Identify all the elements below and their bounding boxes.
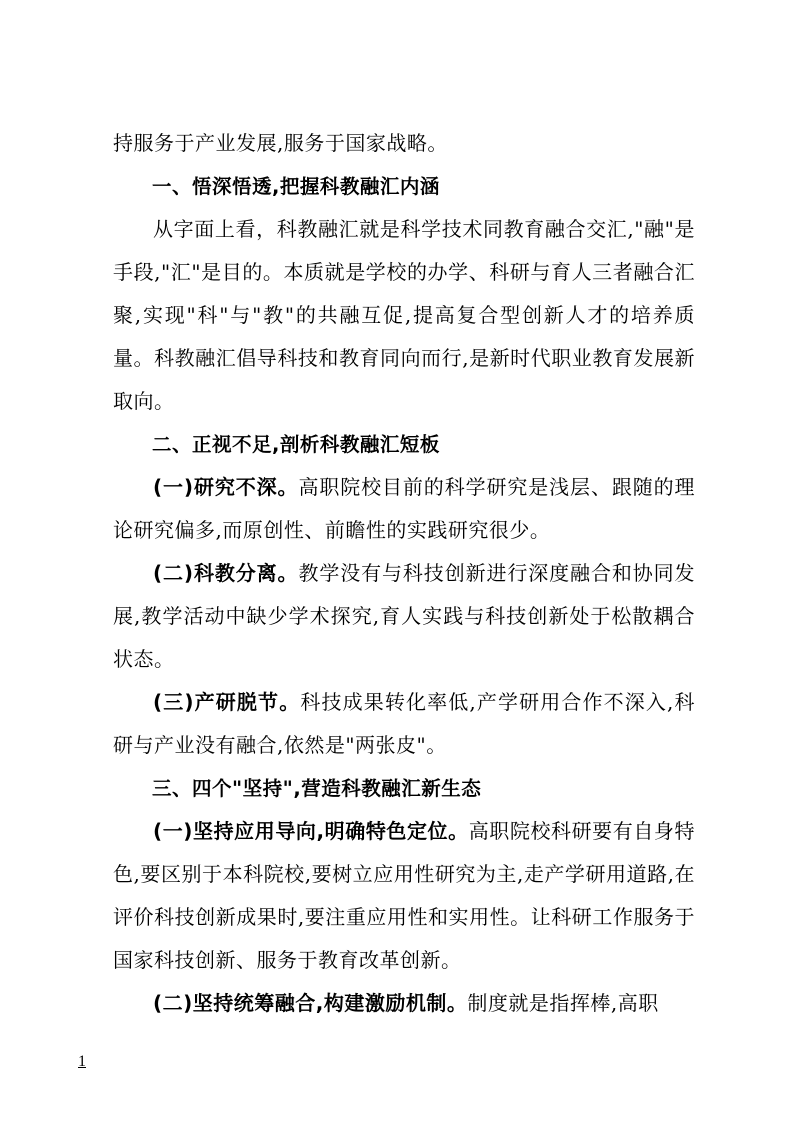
section-heading-1: 一、悟深悟透,把握科教融汇内涵	[152, 175, 440, 198]
page-number: 1	[78, 1053, 86, 1070]
paragraph-lead: (二)科教分离。	[153, 561, 299, 585]
paragraph-research	[113, 466, 695, 552]
section-heading-2: 二、正视不足,剖析科教融汇短板	[152, 433, 440, 456]
paragraph-text: 高职院校科研要有自身特色,要区别于本科院校,要树立应用性研究为主,走产学研用道路,在评价科技创新成果时,要注重应用性和实用性。让科研工作服务于国家科技创新、服务于教育改革创新。	[113, 819, 695, 972]
section-heading-3: 三、四个"坚持",营造科教融汇新生态	[152, 777, 482, 800]
paragraph-lead: (二)坚持统筹融合,构建激励机制。	[153, 991, 468, 1015]
paragraph-text: 科技成果转化率低,产学研用合作不深入,科研与产业没有融合,依然是"两张皮"。	[113, 690, 696, 757]
paragraph-lead: (三)产研脱节。	[153, 690, 301, 714]
paragraph-separation	[113, 552, 695, 681]
paragraph-definition: 从字面上看，科教融汇就是科学技术同教育融合交汇,"融"是手段,"汇"是目的。本质就是学校的办学、科研与育人三者融合汇聚,实现"科"与"教"的共融互促,提高复合型创新人才的培养质量。科教融汇倡导科技和教育同向而行,是新时代职业教育发展新取向。	[113, 217, 695, 413]
document-body	[113, 122, 695, 1025]
paragraph-disconnect	[113, 681, 695, 767]
paragraph-lead: (一)坚持应用导向,明确特色定位。	[153, 819, 469, 843]
paragraph-continued: 持服务于产业发展,服务于国家战略。	[113, 131, 448, 155]
paragraph-text: 教学没有与科技创新进行深度融合和协同发展,教学活动中缺少学术探究,育人实践与科技创新处于松散耦合状态。	[113, 561, 696, 671]
paragraph-coordination	[113, 982, 695, 1025]
paragraph-text: 高职院校目前的科学研究是浅层、跟随的理论研究偏多,而原创性、前瞻性的实践研究很少。	[113, 475, 696, 542]
paragraph-application	[113, 810, 695, 982]
paragraph-text: 制度就是指挥棒,高职	[467, 991, 659, 1015]
paragraph-lead: (一)研究不深。	[153, 475, 299, 499]
